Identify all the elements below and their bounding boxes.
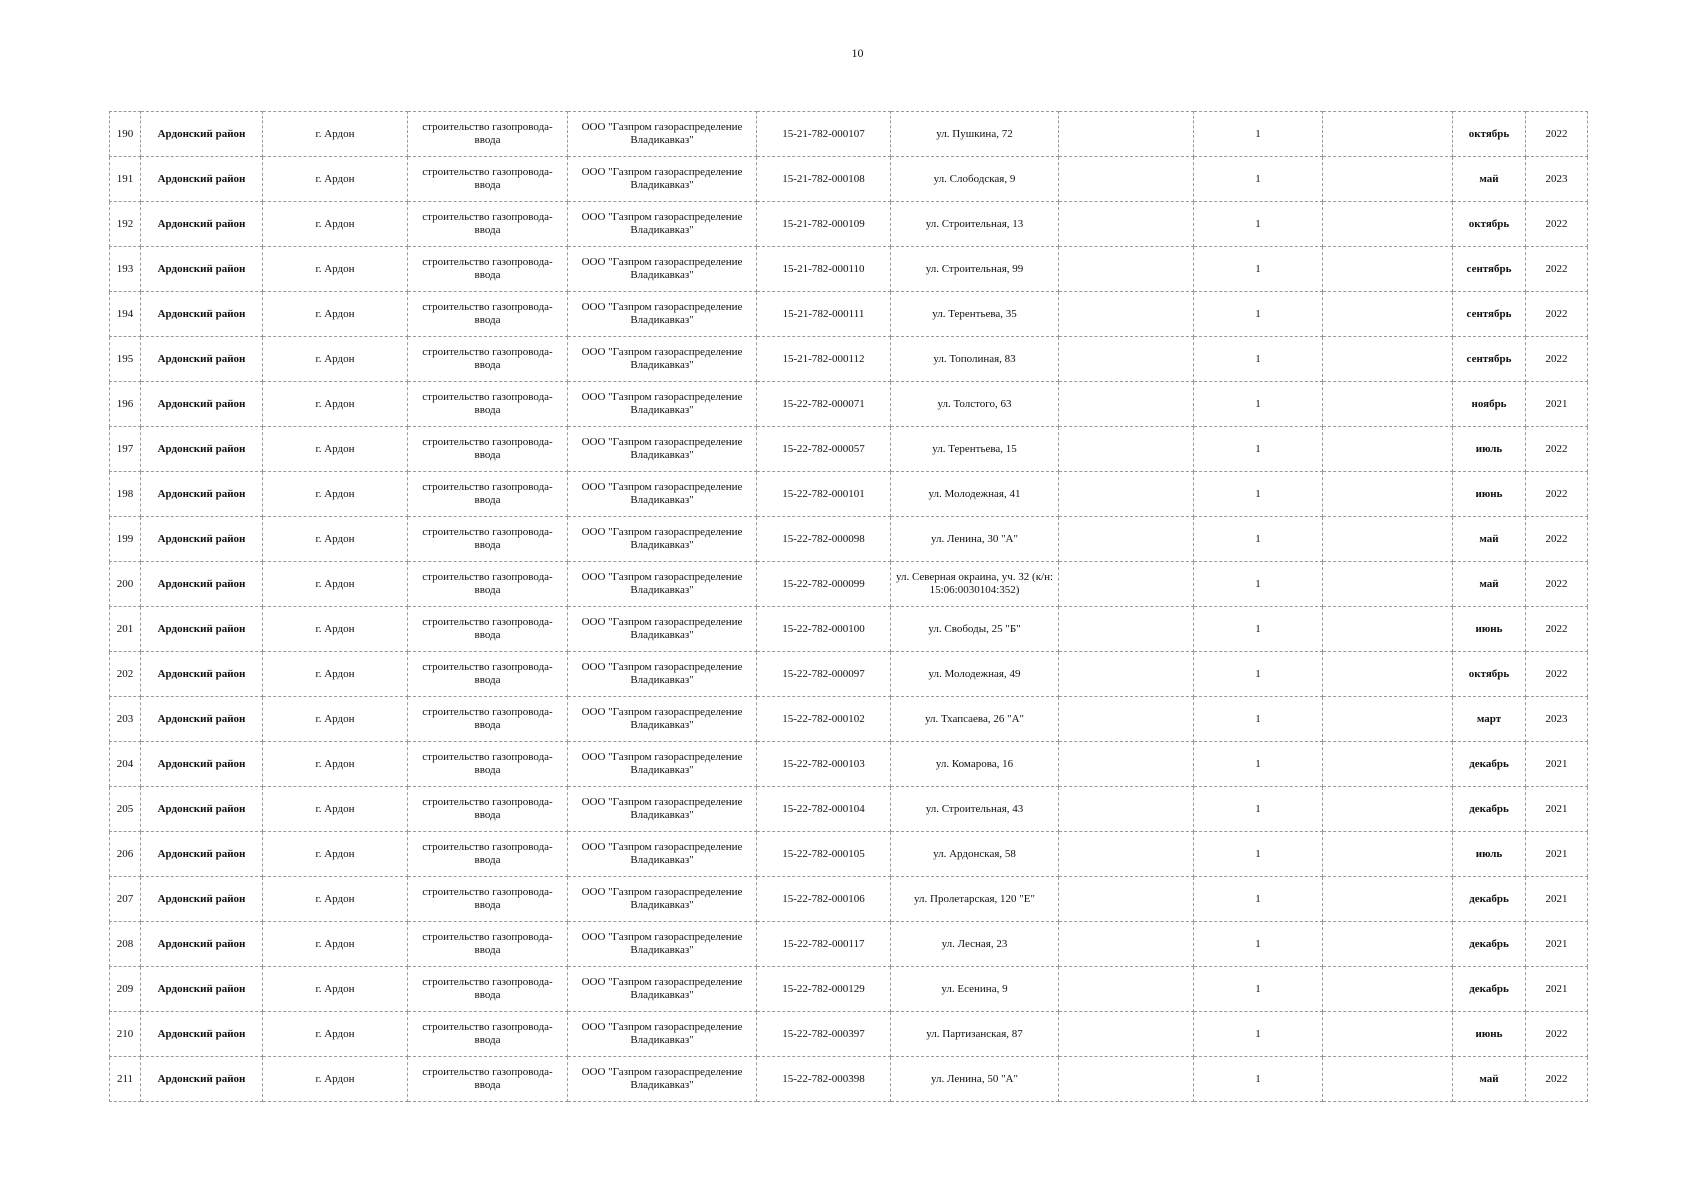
empty-cell (1059, 877, 1194, 922)
empty-cell (1323, 337, 1453, 382)
address-cell: ул. Ленина, 30 "А" (891, 517, 1059, 562)
year-cell: 2022 (1526, 427, 1588, 472)
empty-cell (1059, 472, 1194, 517)
row-number-cell: 201 (110, 607, 141, 652)
month-cell: май (1453, 562, 1526, 607)
empty-cell (1323, 877, 1453, 922)
quantity-cell: 1 (1194, 337, 1323, 382)
city-cell: г. Ардон (263, 607, 408, 652)
object-code-cell: 15-21-782-000108 (757, 157, 891, 202)
quantity-cell: 1 (1194, 292, 1323, 337)
district-cell: Ардонский район (141, 652, 263, 697)
quantity-cell: 1 (1194, 202, 1323, 247)
row-number-cell: 200 (110, 562, 141, 607)
address-cell: ул. Молодежная, 41 (891, 472, 1059, 517)
object-code-cell: 15-21-782-000112 (757, 337, 891, 382)
table-row (110, 877, 1588, 922)
work-type-cell: строительство газопровода-ввода (408, 112, 568, 157)
address-cell: ул. Молодежная, 49 (891, 652, 1059, 697)
year-cell: 2022 (1526, 337, 1588, 382)
empty-cell (1059, 427, 1194, 472)
district-cell: Ардонский район (141, 202, 263, 247)
year-cell: 2022 (1526, 1057, 1588, 1102)
address-cell: ул. Лесная, 23 (891, 922, 1059, 967)
year-cell: 2022 (1526, 562, 1588, 607)
city-cell: г. Ардон (263, 967, 408, 1012)
empty-cell (1323, 832, 1453, 877)
address-cell: ул. Пролетарская, 120 "Е" (891, 877, 1059, 922)
table-row (110, 562, 1588, 607)
month-cell: декабрь (1453, 787, 1526, 832)
district-cell: Ардонский район (141, 562, 263, 607)
district-cell: Ардонский район (141, 247, 263, 292)
city-cell: г. Ардон (263, 877, 408, 922)
empty-cell (1323, 157, 1453, 202)
table-row (110, 202, 1588, 247)
empty-cell (1059, 157, 1194, 202)
district-cell: Ардонский район (141, 292, 263, 337)
empty-cell (1059, 292, 1194, 337)
work-type-cell: строительство газопровода-ввода (408, 787, 568, 832)
row-number-cell: 211 (110, 1057, 141, 1102)
gas-connection-table (109, 111, 1588, 1102)
row-number-cell: 194 (110, 292, 141, 337)
object-code-cell: 15-22-782-000098 (757, 517, 891, 562)
empty-cell (1323, 292, 1453, 337)
work-type-cell: строительство газопровода-ввода (408, 472, 568, 517)
quantity-cell: 1 (1194, 697, 1323, 742)
year-cell: 2021 (1526, 832, 1588, 877)
year-cell: 2022 (1526, 607, 1588, 652)
work-type-cell: строительство газопровода-ввода (408, 1057, 568, 1102)
row-number-cell: 206 (110, 832, 141, 877)
empty-cell (1059, 742, 1194, 787)
row-number-cell: 196 (110, 382, 141, 427)
year-cell: 2022 (1526, 202, 1588, 247)
table-row (110, 697, 1588, 742)
object-code-cell: 15-22-782-000099 (757, 562, 891, 607)
empty-cell (1323, 697, 1453, 742)
row-number-cell: 199 (110, 517, 141, 562)
month-cell: май (1453, 157, 1526, 202)
address-cell: ул. Пушкина, 72 (891, 112, 1059, 157)
city-cell: г. Ардон (263, 1012, 408, 1057)
city-cell: г. Ардон (263, 787, 408, 832)
row-number-cell: 205 (110, 787, 141, 832)
address-cell: ул. Ленина, 50 "А" (891, 1057, 1059, 1102)
row-number-cell: 190 (110, 112, 141, 157)
work-type-cell: строительство газопровода-ввода (408, 742, 568, 787)
empty-cell (1323, 382, 1453, 427)
object-code-cell: 15-21-782-000107 (757, 112, 891, 157)
row-number-cell: 202 (110, 652, 141, 697)
empty-cell (1059, 202, 1194, 247)
organization-cell: ООО "Газпром газораспределение Владикавказ" (568, 832, 757, 877)
object-code-cell: 15-21-782-000111 (757, 292, 891, 337)
organization-cell: ООО "Газпром газораспределение Владикавказ" (568, 607, 757, 652)
city-cell: г. Ардон (263, 157, 408, 202)
table-row (110, 472, 1588, 517)
city-cell: г. Ардон (263, 742, 408, 787)
row-number-cell: 208 (110, 922, 141, 967)
address-cell: ул. Терентьева, 35 (891, 292, 1059, 337)
work-type-cell: строительство газопровода-ввода (408, 652, 568, 697)
object-code-cell: 15-22-782-000100 (757, 607, 891, 652)
year-cell: 2022 (1526, 517, 1588, 562)
district-cell: Ардонский район (141, 1057, 263, 1102)
empty-cell (1059, 112, 1194, 157)
empty-cell (1059, 832, 1194, 877)
organization-cell: ООО "Газпром газораспределение Владикавказ" (568, 1012, 757, 1057)
empty-cell (1323, 922, 1453, 967)
page-number: 10 (851, 46, 864, 60)
year-cell: 2022 (1526, 1012, 1588, 1057)
empty-cell (1323, 742, 1453, 787)
organization-cell: ООО "Газпром газораспределение Владикавказ" (568, 967, 757, 1012)
quantity-cell: 1 (1194, 247, 1323, 292)
month-cell: декабрь (1453, 967, 1526, 1012)
address-cell: ул. Строительная, 13 (891, 202, 1059, 247)
row-number-cell: 210 (110, 1012, 141, 1057)
address-cell: ул. Слободская, 9 (891, 157, 1059, 202)
object-code-cell: 15-21-782-000109 (757, 202, 891, 247)
empty-cell (1323, 607, 1453, 652)
city-cell: г. Ардон (263, 202, 408, 247)
empty-cell (1323, 652, 1453, 697)
quantity-cell: 1 (1194, 472, 1323, 517)
work-type-cell: строительство газопровода-ввода (408, 607, 568, 652)
object-code-cell: 15-22-782-000104 (757, 787, 891, 832)
quantity-cell: 1 (1194, 1012, 1323, 1057)
organization-cell: ООО "Газпром газораспределение Владикавказ" (568, 877, 757, 922)
year-cell: 2021 (1526, 787, 1588, 832)
empty-cell (1323, 967, 1453, 1012)
row-number-cell: 197 (110, 427, 141, 472)
organization-cell: ООО "Газпром газораспределение Владикавказ" (568, 517, 757, 562)
quantity-cell: 1 (1194, 382, 1323, 427)
table-row (110, 517, 1588, 562)
district-cell: Ардонский район (141, 607, 263, 652)
work-type-cell: строительство газопровода-ввода (408, 877, 568, 922)
table-row (110, 112, 1588, 157)
empty-cell (1323, 472, 1453, 517)
row-number-cell: 191 (110, 157, 141, 202)
empty-cell (1323, 562, 1453, 607)
city-cell: г. Ардон (263, 562, 408, 607)
city-cell: г. Ардон (263, 292, 408, 337)
object-code-cell: 15-22-782-000129 (757, 967, 891, 1012)
city-cell: г. Ардон (263, 247, 408, 292)
empty-cell (1059, 607, 1194, 652)
table-row (110, 787, 1588, 832)
object-code-cell: 15-22-782-000071 (757, 382, 891, 427)
table-row (110, 832, 1588, 877)
district-cell: Ардонский район (141, 742, 263, 787)
table-row (110, 382, 1588, 427)
empty-cell (1059, 517, 1194, 562)
city-cell: г. Ардон (263, 517, 408, 562)
organization-cell: ООО "Газпром газораспределение Владикавказ" (568, 112, 757, 157)
organization-cell: ООО "Газпром газораспределение Владикавказ" (568, 202, 757, 247)
quantity-cell: 1 (1194, 157, 1323, 202)
empty-cell (1059, 337, 1194, 382)
district-cell: Ардонский район (141, 832, 263, 877)
work-type-cell: строительство газопровода-ввода (408, 157, 568, 202)
quantity-cell: 1 (1194, 967, 1323, 1012)
empty-cell (1323, 517, 1453, 562)
organization-cell: ООО "Газпром газораспределение Владикавказ" (568, 157, 757, 202)
address-cell: ул. Есенина, 9 (891, 967, 1059, 1012)
district-cell: Ардонский район (141, 337, 263, 382)
work-type-cell: строительство газопровода-ввода (408, 697, 568, 742)
object-code-cell: 15-22-782-000097 (757, 652, 891, 697)
address-cell: ул. Северная окраина, уч. 32 (к/н: 15:06:0030104:352) (891, 562, 1059, 607)
work-type-cell: строительство газопровода-ввода (408, 292, 568, 337)
city-cell: г. Ардон (263, 427, 408, 472)
work-type-cell: строительство газопровода-ввода (408, 427, 568, 472)
empty-cell (1323, 787, 1453, 832)
quantity-cell: 1 (1194, 607, 1323, 652)
address-cell: ул. Строительная, 43 (891, 787, 1059, 832)
work-type-cell: строительство газопровода-ввода (408, 832, 568, 877)
year-cell: 2021 (1526, 742, 1588, 787)
year-cell: 2022 (1526, 472, 1588, 517)
table-row (110, 652, 1588, 697)
row-number-cell: 192 (110, 202, 141, 247)
month-cell: октябрь (1453, 202, 1526, 247)
empty-cell (1323, 112, 1453, 157)
month-cell: декабрь (1453, 922, 1526, 967)
address-cell: ул. Ардонская, 58 (891, 832, 1059, 877)
work-type-cell: строительство газопровода-ввода (408, 967, 568, 1012)
month-cell: ноябрь (1453, 382, 1526, 427)
city-cell: г. Ардон (263, 382, 408, 427)
year-cell: 2022 (1526, 247, 1588, 292)
address-cell: ул. Комарова, 16 (891, 742, 1059, 787)
city-cell: г. Ардон (263, 652, 408, 697)
organization-cell: ООО "Газпром газораспределение Владикавказ" (568, 472, 757, 517)
year-cell: 2022 (1526, 292, 1588, 337)
organization-cell: ООО "Газпром газораспределение Владикавказ" (568, 652, 757, 697)
work-type-cell: строительство газопровода-ввода (408, 382, 568, 427)
organization-cell: ООО "Газпром газораспределение Владикавказ" (568, 562, 757, 607)
work-type-cell: строительство газопровода-ввода (408, 922, 568, 967)
address-cell: ул. Строительная, 99 (891, 247, 1059, 292)
organization-cell: ООО "Газпром газораспределение Владикавказ" (568, 337, 757, 382)
month-cell: июнь (1453, 607, 1526, 652)
month-cell: июнь (1453, 1012, 1526, 1057)
row-number-cell: 203 (110, 697, 141, 742)
table-row (110, 292, 1588, 337)
month-cell: октябрь (1453, 112, 1526, 157)
empty-cell (1059, 922, 1194, 967)
city-cell: г. Ардон (263, 337, 408, 382)
object-code-cell: 15-21-782-000110 (757, 247, 891, 292)
district-cell: Ардонский район (141, 517, 263, 562)
month-cell: июль (1453, 427, 1526, 472)
table-row (110, 922, 1588, 967)
organization-cell: ООО "Газпром газораспределение Владикавказ" (568, 382, 757, 427)
row-number-cell: 193 (110, 247, 141, 292)
quantity-cell: 1 (1194, 1057, 1323, 1102)
address-cell: ул. Тополиная, 83 (891, 337, 1059, 382)
work-type-cell: строительство газопровода-ввода (408, 337, 568, 382)
table-row (110, 157, 1588, 202)
address-cell: ул. Толстого, 63 (891, 382, 1059, 427)
table-row (110, 742, 1588, 787)
object-code-cell: 15-22-782-000117 (757, 922, 891, 967)
month-cell: сентябрь (1453, 247, 1526, 292)
empty-cell (1323, 247, 1453, 292)
quantity-cell: 1 (1194, 742, 1323, 787)
empty-cell (1059, 247, 1194, 292)
district-cell: Ардонский район (141, 877, 263, 922)
object-code-cell: 15-22-782-000397 (757, 1012, 891, 1057)
object-code-cell: 15-22-782-000057 (757, 427, 891, 472)
year-cell: 2021 (1526, 967, 1588, 1012)
empty-cell (1059, 1012, 1194, 1057)
district-cell: Ардонский район (141, 112, 263, 157)
empty-cell (1059, 562, 1194, 607)
organization-cell: ООО "Газпром газораспределение Владикавказ" (568, 247, 757, 292)
quantity-cell: 1 (1194, 112, 1323, 157)
month-cell: декабрь (1453, 742, 1526, 787)
city-cell: г. Ардон (263, 1057, 408, 1102)
district-cell: Ардонский район (141, 427, 263, 472)
organization-cell: ООО "Газпром газораспределение Владикавказ" (568, 427, 757, 472)
work-type-cell: строительство газопровода-ввода (408, 1012, 568, 1057)
work-type-cell: строительство газопровода-ввода (408, 202, 568, 247)
district-cell: Ардонский район (141, 787, 263, 832)
empty-cell (1059, 697, 1194, 742)
year-cell: 2022 (1526, 652, 1588, 697)
object-code-cell: 15-22-782-000105 (757, 832, 891, 877)
object-code-cell: 15-22-782-000398 (757, 1057, 891, 1102)
table-row (110, 967, 1588, 1012)
table-row (110, 607, 1588, 652)
empty-cell (1059, 382, 1194, 427)
year-cell: 2022 (1526, 112, 1588, 157)
empty-cell (1323, 1012, 1453, 1057)
month-cell: март (1453, 697, 1526, 742)
organization-cell: ООО "Газпром газораспределение Владикавказ" (568, 742, 757, 787)
organization-cell: ООО "Газпром газораспределение Владикавказ" (568, 292, 757, 337)
district-cell: Ардонский район (141, 1012, 263, 1057)
empty-cell (1059, 787, 1194, 832)
work-type-cell: строительство газопровода-ввода (408, 517, 568, 562)
object-code-cell: 15-22-782-000106 (757, 877, 891, 922)
year-cell: 2023 (1526, 697, 1588, 742)
object-code-cell: 15-22-782-000102 (757, 697, 891, 742)
month-cell: декабрь (1453, 877, 1526, 922)
month-cell: май (1453, 517, 1526, 562)
year-cell: 2021 (1526, 382, 1588, 427)
object-code-cell: 15-22-782-000101 (757, 472, 891, 517)
table-row (110, 1057, 1588, 1102)
quantity-cell: 1 (1194, 517, 1323, 562)
row-number-cell: 195 (110, 337, 141, 382)
city-cell: г. Ардон (263, 472, 408, 517)
row-number-cell: 204 (110, 742, 141, 787)
month-cell: июнь (1453, 472, 1526, 517)
district-cell: Ардонский район (141, 472, 263, 517)
quantity-cell: 1 (1194, 877, 1323, 922)
empty-cell (1323, 1057, 1453, 1102)
object-code-cell: 15-22-782-000103 (757, 742, 891, 787)
address-cell: ул. Тхапсаева, 26 "А" (891, 697, 1059, 742)
district-cell: Ардонский район (141, 157, 263, 202)
organization-cell: ООО "Газпром газораспределение Владикавказ" (568, 787, 757, 832)
empty-cell (1323, 427, 1453, 472)
city-cell: г. Ардон (263, 922, 408, 967)
month-cell: октябрь (1453, 652, 1526, 697)
district-cell: Ардонский район (141, 967, 263, 1012)
row-number-cell: 207 (110, 877, 141, 922)
row-number-cell: 198 (110, 472, 141, 517)
quantity-cell: 1 (1194, 832, 1323, 877)
district-cell: Ардонский район (141, 922, 263, 967)
district-cell: Ардонский район (141, 382, 263, 427)
table-row (110, 427, 1588, 472)
work-type-cell: строительство газопровода-ввода (408, 562, 568, 607)
empty-cell (1059, 967, 1194, 1012)
city-cell: г. Ардон (263, 832, 408, 877)
address-cell: ул. Терентьева, 15 (891, 427, 1059, 472)
month-cell: сентябрь (1453, 337, 1526, 382)
empty-cell (1059, 652, 1194, 697)
month-cell: июль (1453, 832, 1526, 877)
organization-cell: ООО "Газпром газораспределение Владикавказ" (568, 697, 757, 742)
row-number-cell: 209 (110, 967, 141, 1012)
quantity-cell: 1 (1194, 787, 1323, 832)
quantity-cell: 1 (1194, 652, 1323, 697)
city-cell: г. Ардон (263, 112, 408, 157)
address-cell: ул. Свободы, 25 "Б" (891, 607, 1059, 652)
year-cell: 2021 (1526, 877, 1588, 922)
organization-cell: ООО "Газпром газораспределение Владикавказ" (568, 1057, 757, 1102)
quantity-cell: 1 (1194, 922, 1323, 967)
year-cell: 2021 (1526, 922, 1588, 967)
district-cell: Ардонский район (141, 697, 263, 742)
empty-cell (1059, 1057, 1194, 1102)
quantity-cell: 1 (1194, 427, 1323, 472)
table-row (110, 247, 1588, 292)
city-cell: г. Ардон (263, 697, 408, 742)
year-cell: 2023 (1526, 157, 1588, 202)
month-cell: май (1453, 1057, 1526, 1102)
quantity-cell: 1 (1194, 562, 1323, 607)
table-body (110, 112, 1588, 1102)
organization-cell: ООО "Газпром газораспределение Владикавказ" (568, 922, 757, 967)
empty-cell (1323, 202, 1453, 247)
month-cell: сентябрь (1453, 292, 1526, 337)
work-type-cell: строительство газопровода-ввода (408, 247, 568, 292)
table-row (110, 1012, 1588, 1057)
table-row (110, 337, 1588, 382)
address-cell: ул. Партизанская, 87 (891, 1012, 1059, 1057)
